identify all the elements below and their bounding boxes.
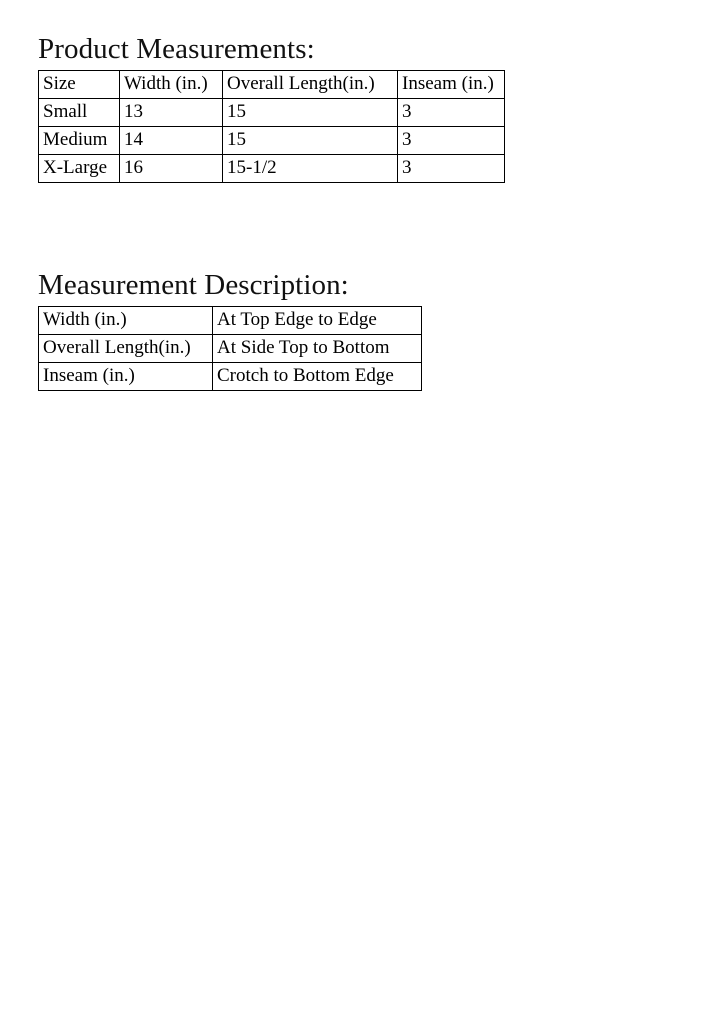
measurement-description-section [38,268,422,391]
product-measurements-title: Product Measurements: [38,33,315,65]
cell-overall-length: 15 [223,99,398,127]
cell-width: 16 [120,155,223,183]
cell-measurement-name: Overall Length(in.) [39,335,213,363]
cell-measurement-name: Width (in.) [39,307,213,335]
cell-size: Medium [39,127,120,155]
cell-size: X-Large [39,155,120,183]
cell-measurement-method: At Top Edge to Edge [213,307,422,335]
table-row [39,127,505,155]
measurement-description-table [38,306,422,391]
cell-width: 13 [120,99,223,127]
column-header-overall-length: Overall Length(in.) [223,71,398,99]
table-header-row [39,71,505,99]
cell-measurement-name: Inseam (in.) [39,363,213,391]
table-row [39,335,422,363]
cell-inseam: 3 [398,99,505,127]
cell-inseam: 3 [398,155,505,183]
measurement-description-title: Measurement Description: [38,269,349,301]
table-row [39,99,505,127]
cell-measurement-method: Crotch to Bottom Edge [213,363,422,391]
cell-overall-length: 15-1/2 [223,155,398,183]
column-header-size: Size [39,71,120,99]
column-header-width: Width (in.) [120,71,223,99]
product-measurements-section [38,32,505,183]
product-measurements-table [38,70,505,183]
cell-width: 14 [120,127,223,155]
cell-overall-length: 15 [223,127,398,155]
cell-inseam: 3 [398,127,505,155]
cell-size: Small [39,99,120,127]
table-row [39,155,505,183]
table-row [39,307,422,335]
cell-measurement-method: At Side Top to Bottom [213,335,422,363]
column-header-inseam: Inseam (in.) [398,71,505,99]
table-row [39,363,422,391]
